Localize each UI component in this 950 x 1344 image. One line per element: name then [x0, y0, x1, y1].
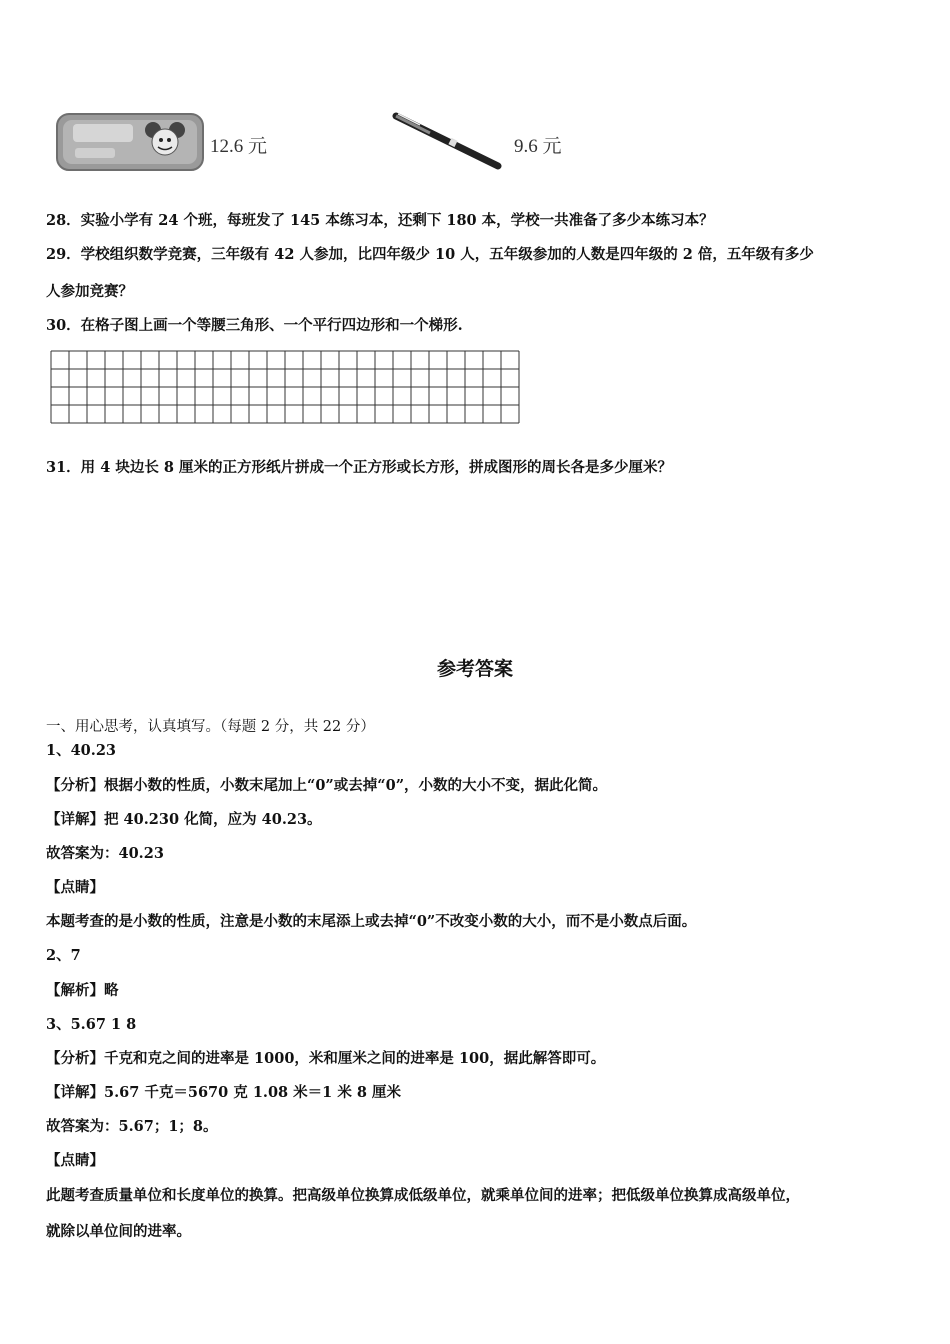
- answer-line: 本题考查的是小数的性质，注意是小数的末尾添上或去掉“0”不改变小数的大小，而不是小数点后面。: [46, 913, 697, 930]
- answer-line: 【详解】把 40.230 化简，应为 40.23。: [46, 811, 322, 828]
- answer-line: 【分析】千克和克之间的进率是 1000，米和厘米之间的进率是 100，据此解答即可。: [46, 1050, 606, 1067]
- answer-line: 就除以单位间的进率。: [46, 1223, 191, 1240]
- pencil-case-price: 12.6 元: [210, 136, 268, 157]
- answer-line: 1、40.23: [46, 742, 116, 759]
- pen-image: [390, 108, 505, 174]
- pencil-case-image: [55, 110, 205, 172]
- question-29-line1: 29．学校组织数学竞赛，三年级有 42 人参加，比四年级少 10 人，五年级参加的人数是四年级的 2 倍，五年级有多少: [46, 246, 814, 263]
- question-29-line2: 人参加竞赛？: [46, 283, 133, 300]
- question-31: 31．用 4 块边长 8 厘米的正方形纸片拼成一个正方形或长方形，拼成图形的周长各是多少厘米？: [46, 459, 673, 476]
- answer-line: 此题考查质量单位和长度单位的换算。把高级单位换算成低级单位，就乘单位间的进率；把低级单位换算成高级单位，: [46, 1187, 800, 1204]
- answer-line: 故答案为：5.67；1；8。: [46, 1118, 218, 1135]
- answer-line: 2、7: [46, 947, 81, 964]
- answers-title: 参考答案: [436, 658, 513, 680]
- answer-line: 【点睛】: [46, 879, 104, 896]
- answer-line: 【点睛】: [46, 1152, 104, 1169]
- answers-section-heading: 一、用心思考，认真填写。（每题 2 分，共 22 分）: [46, 719, 375, 735]
- answer-line: 【分析】根据小数的性质，小数末尾加上“0”或去掉“0”，小数的大小不变，据此化简。: [46, 777, 608, 794]
- question-30: 30．在格子图上画一个等腰三角形、一个平行四边形和一个梯形.: [46, 317, 463, 334]
- answer-line: 【解析】略: [46, 982, 119, 999]
- pen-price: 9.6 元: [514, 136, 562, 157]
- drawing-grid: [50, 350, 520, 432]
- answer-line: 【详解】5.67 千克＝5670 克 1.08 米＝1 米 8 厘米: [46, 1084, 402, 1101]
- answer-line: 故答案为：40.23: [46, 845, 164, 862]
- answer-line: 3、5.67 1 8: [46, 1016, 137, 1033]
- question-28: 28．实验小学有 24 个班，每班发了 145 本练习本，还剩下 180 本，学校一共准备了多少本练习本？: [46, 212, 714, 229]
